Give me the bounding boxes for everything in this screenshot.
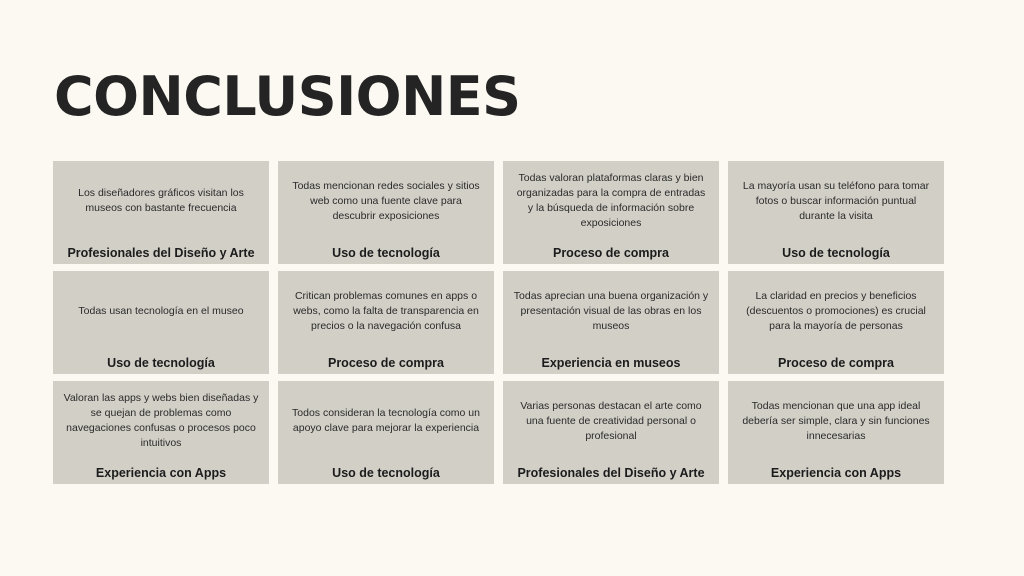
- card-body-text: Los diseñadores gráficos visitan los museos con bastante frecuencia: [78, 187, 244, 214]
- card-body-text: La claridad en precios y beneficios (descuentos o promociones) es crucial para la mayoría de personas: [746, 289, 926, 332]
- card-body-text: Varias personas destacan el arte como una fuente de creatividad personal o profesional: [520, 399, 702, 442]
- card-heading: Proceso de compra: [777, 356, 894, 370]
- card-heading: Profesionales del Diseño y Arte: [517, 466, 705, 480]
- card-body-text: Todas valoran plataformas claras y bien organizadas para la compra de entradas y la búsqueda de información sobre exposiciones: [516, 172, 706, 229]
- conclusion-card-3: [503, 161, 719, 264]
- card-body-text: Todas mencionan redes sociales y sitios web como una fuente clave para descubrir exposiciones: [292, 179, 480, 222]
- card-body-text: Valoran las apps y webs bien diseñadas y se quejan de problemas como navegaciones confusas o procesos poco intuitivos: [63, 392, 259, 449]
- card-heading: Uso de tecnología: [107, 356, 215, 370]
- card-heading: Proceso de compra: [552, 246, 669, 260]
- card-body-text: Todas mencionan que una app ideal debería ser simple, clara y sin funciones innecesarias: [742, 399, 930, 442]
- conclusion-card-10: [278, 381, 494, 484]
- conclusion-card-8: [728, 271, 944, 374]
- slide-title: CONCLUSIONES: [54, 65, 521, 128]
- card-body-text: Todas usan tecnología en el museo: [78, 304, 244, 317]
- conclusion-card-11: [503, 381, 719, 484]
- conclusion-card-4: [728, 161, 944, 264]
- card-body-text: La mayoría usan su teléfono para tomar fotos o buscar información puntual durante la visita: [742, 179, 930, 222]
- conclusion-card-6: [278, 271, 494, 374]
- card-body-text: Todas aprecian una buena organización y presentación visual de las obras en los museos: [513, 289, 709, 332]
- conclusion-card-7: [503, 271, 719, 374]
- card-heading: Uso de tecnología: [782, 246, 890, 260]
- card-heading: Uso de tecnología: [332, 246, 440, 260]
- card-heading: Profesionales del Diseño y Arte: [67, 246, 255, 260]
- conclusion-card-9: [53, 381, 269, 484]
- card-heading: Experiencia en museos: [541, 356, 681, 370]
- conclusion-card-5: [53, 271, 269, 374]
- conclusion-card-2: [278, 161, 494, 264]
- card-heading: Experiencia con Apps: [95, 466, 227, 480]
- conclusion-card-1: [53, 161, 269, 264]
- conclusion-card-12: [728, 381, 944, 484]
- card-heading: Experiencia con Apps: [770, 466, 902, 480]
- card-body-text: Todos consideran la tecnología como un apoyo clave para mejorar la experiencia: [292, 407, 480, 434]
- card-heading: Uso de tecnología: [332, 466, 440, 480]
- card-body-text: Critican problemas comunes en apps o webs, como la falta de transparencia en precios o la navegación confusa: [293, 289, 479, 332]
- card-heading: Proceso de compra: [327, 356, 444, 370]
